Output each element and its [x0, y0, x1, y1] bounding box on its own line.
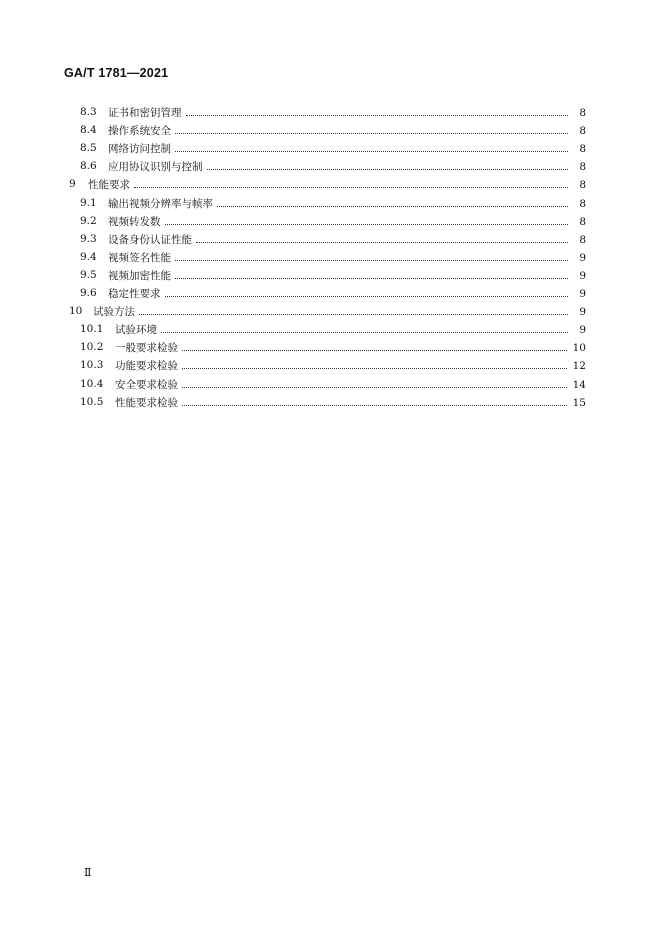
toc-subsection-entry[interactable] [0, 376, 662, 392]
toc-dot-leader [175, 140, 568, 152]
toc-subsection-entry[interactable] [0, 339, 662, 355]
toc-subsection-entry[interactable] [0, 213, 662, 229]
toc-entry-number: 10.4 [80, 377, 104, 390]
toc-entry-number: 9.2 [80, 214, 97, 227]
toc-entry-title: 性能要求检验 [115, 395, 182, 411]
toc-entry-page: 9 [579, 251, 586, 264]
page-number: Ⅱ [84, 866, 92, 879]
toc-entry-title: 网络访问控制 [108, 141, 175, 157]
toc-entry-title: 安全要求检验 [115, 377, 182, 393]
toc-subsection-entry[interactable] [0, 357, 662, 373]
toc-entry-title: 性能要求 [88, 177, 134, 193]
toc-dot-leader [182, 339, 567, 351]
toc-entry-page: 8 [579, 161, 586, 174]
toc-section-entry[interactable] [0, 303, 662, 319]
toc-entry-title: 视频转发数 [108, 214, 165, 230]
toc-entry-number: 9.6 [80, 287, 97, 299]
toc-dot-leader [175, 267, 568, 279]
toc-entry-page: 10 [572, 342, 586, 355]
toc-entry-page: 8 [579, 143, 586, 156]
toc-subsection-entry[interactable] [0, 104, 662, 120]
toc-entry-number: 9.5 [80, 268, 97, 281]
toc-entry-title: 视频加密性能 [108, 268, 175, 284]
toc-entry-number: 10 [69, 305, 83, 318]
toc-entry-title: 稳定性要求 [108, 286, 165, 302]
toc-entry-number: 8.3 [80, 106, 97, 118]
toc-entry-page: 8 [579, 233, 586, 246]
toc-entry-number: 10.5 [80, 395, 104, 408]
toc-dot-leader [134, 176, 568, 188]
toc-entry-title: 一般要求检验 [115, 340, 182, 356]
toc-entry-page: 12 [572, 360, 586, 373]
toc-entry-page: 8 [579, 179, 586, 192]
toc-subsection-entry[interactable] [0, 321, 662, 337]
toc-entry-title: 输出视频分辨率与帧率 [108, 196, 217, 212]
toc-dot-leader [182, 376, 567, 388]
toc-entry-number: 10.3 [80, 359, 104, 372]
toc-dot-leader [196, 231, 568, 243]
toc-entry-page: 9 [579, 306, 586, 319]
toc-entry-title: 视频签名性能 [108, 250, 175, 266]
toc-subsection-entry[interactable] [0, 140, 662, 156]
toc-dot-leader [161, 321, 568, 333]
toc-dot-leader [175, 249, 568, 261]
toc-entry-title: 功能要求检验 [115, 358, 182, 374]
toc-entry-page: 9 [579, 269, 586, 282]
toc-entry-page: 9 [579, 324, 586, 337]
toc-entry-page: 14 [572, 378, 586, 391]
toc-entry-title: 试验环境 [115, 322, 161, 338]
toc-entry-number: 9.1 [80, 196, 97, 209]
document-code: GA/T 1781—2021 [64, 66, 169, 80]
toc-entry-page: 8 [579, 107, 586, 119]
toc-entry-title: 操作系统安全 [108, 123, 175, 139]
toc-entry-number: 8.4 [80, 124, 97, 137]
toc-entry-page: 9 [579, 288, 586, 300]
toc-subsection-entry[interactable] [0, 285, 662, 301]
toc-subsection-entry[interactable] [0, 122, 662, 138]
toc-subsection-entry[interactable] [0, 231, 662, 247]
toc-entry-title: 应用协议识别与控制 [108, 159, 207, 175]
toc-dot-leader [165, 213, 569, 225]
toc-dot-leader [139, 303, 568, 315]
toc-entry-number: 10.1 [80, 323, 104, 336]
toc-entry-page: 8 [579, 125, 586, 138]
toc-entry-page: 8 [579, 215, 586, 228]
toc-subsection-entry[interactable] [0, 158, 662, 174]
toc-entry-number: 10.2 [80, 341, 104, 354]
toc-subsection-entry[interactable] [0, 249, 662, 265]
toc-section-entry[interactable] [0, 176, 662, 192]
toc-dot-leader [165, 285, 569, 297]
toc-dot-leader [182, 394, 567, 406]
toc-dot-leader [175, 122, 568, 134]
toc-entry-page: 15 [572, 396, 586, 409]
toc-dot-leader [182, 357, 567, 369]
toc-dot-leader [217, 195, 568, 207]
toc-entry-title: 证书和密钥管理 [108, 105, 186, 121]
toc-entry-page: 8 [579, 197, 586, 210]
toc-subsection-entry[interactable] [0, 267, 662, 283]
toc-dot-leader [207, 158, 569, 170]
toc-entry-number: 9 [69, 178, 76, 191]
toc-subsection-entry[interactable] [0, 394, 662, 410]
toc-dot-leader [186, 104, 569, 116]
toc-subsection-entry[interactable] [0, 195, 662, 211]
toc-entry-number: 8.6 [80, 160, 97, 173]
toc-entry-title: 试验方法 [93, 304, 139, 320]
toc-entry-number: 8.5 [80, 142, 97, 155]
toc-entry-title: 设备身份认证性能 [108, 232, 196, 248]
toc-entry-number: 9.4 [80, 250, 97, 263]
toc-entry-number: 9.3 [80, 232, 97, 245]
